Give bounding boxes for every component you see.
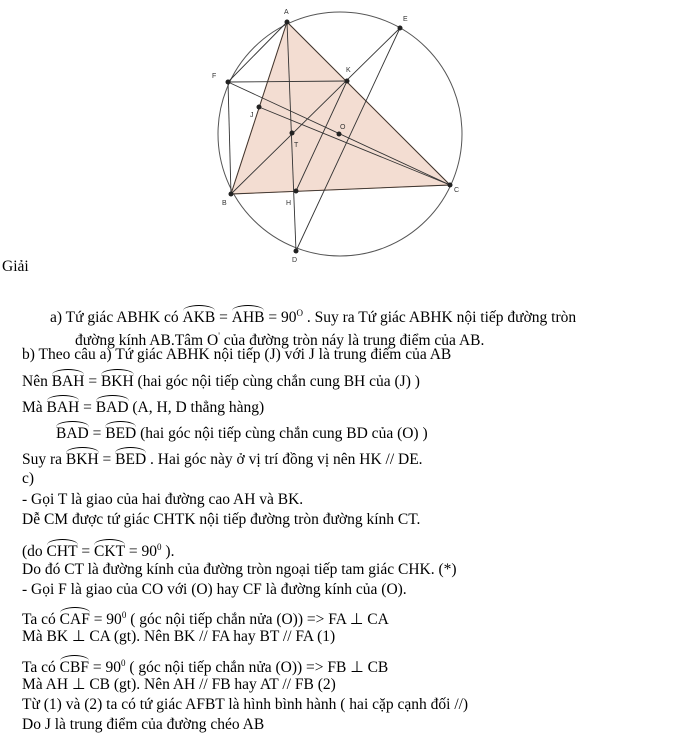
point-t	[290, 131, 295, 136]
part-c-label: c)	[22, 470, 35, 487]
part-b-line-3: Mà BAH = BAD (A, H, D thẳng hàng)	[22, 396, 264, 417]
part-c-line-3: (do CHT = CKT = $90^0$ ).	[22, 542, 175, 560]
part-c-line-2: Dễ CM được tứ giác CHTK nội tiếp đường tròn đường kính CT.	[22, 511, 421, 528]
geometry-diagram	[0, 0, 683, 262]
label-t: T	[294, 142, 299, 149]
point-a	[285, 20, 290, 25]
geometry-figure	[0, 0, 683, 262]
point-j	[257, 105, 262, 110]
label-f: F	[212, 73, 217, 80]
label-c: C	[454, 187, 460, 194]
part-c-line-4: Do đó CT là đường kính của đường tròn ngoại tiếp tam giác CHK. (*)	[22, 561, 457, 578]
label-k: K	[346, 67, 351, 74]
label-h: H	[286, 200, 292, 207]
point-k	[345, 79, 350, 84]
part-c-line-7: Mà BK ⊥ CA (gt). Nên BK // FA hay BT // FA (1)	[22, 628, 336, 645]
label-o: O	[340, 124, 346, 131]
point-e	[398, 26, 403, 31]
angle-akb: AKB	[183, 306, 216, 327]
point-h	[294, 189, 299, 194]
part-c-line-10: Từ (1) và (2) ta có tứ giác AFBT là hình bình hành ( hai cặp cạnh đối //)	[22, 696, 469, 713]
point-o	[337, 132, 342, 137]
part-b-line-5: Suy ra BKH = BED . Hai góc này ở vị trí đồng vị nên HK // DE.	[22, 448, 423, 469]
point-d	[294, 249, 299, 254]
part-c-line-8: Ta có CBF = $90^0$ ( góc nội tiếp chắn nửa (O)) => FB ⊥ CB	[22, 658, 389, 676]
triangle-abc	[231, 22, 450, 194]
point-f	[226, 80, 231, 85]
point-b	[229, 192, 234, 197]
part-a-line-2: đường kính AB.Tâm O' của đường tròn náy là trung điểm của AB.	[75, 331, 485, 349]
label-b: B	[222, 200, 227, 207]
part-c-line-11: Do J là trung điểm của đường chéo AB	[22, 716, 265, 733]
part-c-line-1: - Gọi T là giao của hai đường cao AH và BK.	[22, 491, 304, 508]
part-b-line-4: BAD = BED (hai góc nội tiếp cùng chắn cung BD của (O) )	[56, 422, 428, 443]
label-e: E	[403, 16, 408, 23]
solution-heading: Giải	[2, 258, 29, 275]
part-c-line-5: - Gọi F là giao của CO với (O) hay CF là đường kính của (O).	[22, 581, 407, 598]
label-j: J	[250, 112, 254, 119]
label-d: D	[292, 257, 298, 262]
part-b-line-2: Nên BAH = BKH (hai góc nội tiếp cùng chắn cung BH của (J) )	[22, 370, 420, 391]
angle-ahb: AHB	[232, 306, 265, 327]
part-c-line-6: Ta có CAF = $90^0$ ( góc nội tiếp chắn nửa (O)) => FA ⊥ CA	[22, 610, 389, 628]
label-a: A	[284, 9, 289, 16]
part-a-line-1: a) Tứ giác ABHK có AKB = AHB = $90^O$ . Suy ra Tứ giác ABHK nội tiếp đường tròn	[50, 308, 577, 326]
point-c	[448, 183, 453, 188]
part-c-line-9: Mà AH ⊥ CB (gt). Nên AH // FB hay AT // FB (2)	[22, 676, 336, 693]
part-b-line-1: b) Theo câu a) Tứ giác ABHK nội tiếp (J) với J là trung điểm của AB	[22, 346, 452, 363]
